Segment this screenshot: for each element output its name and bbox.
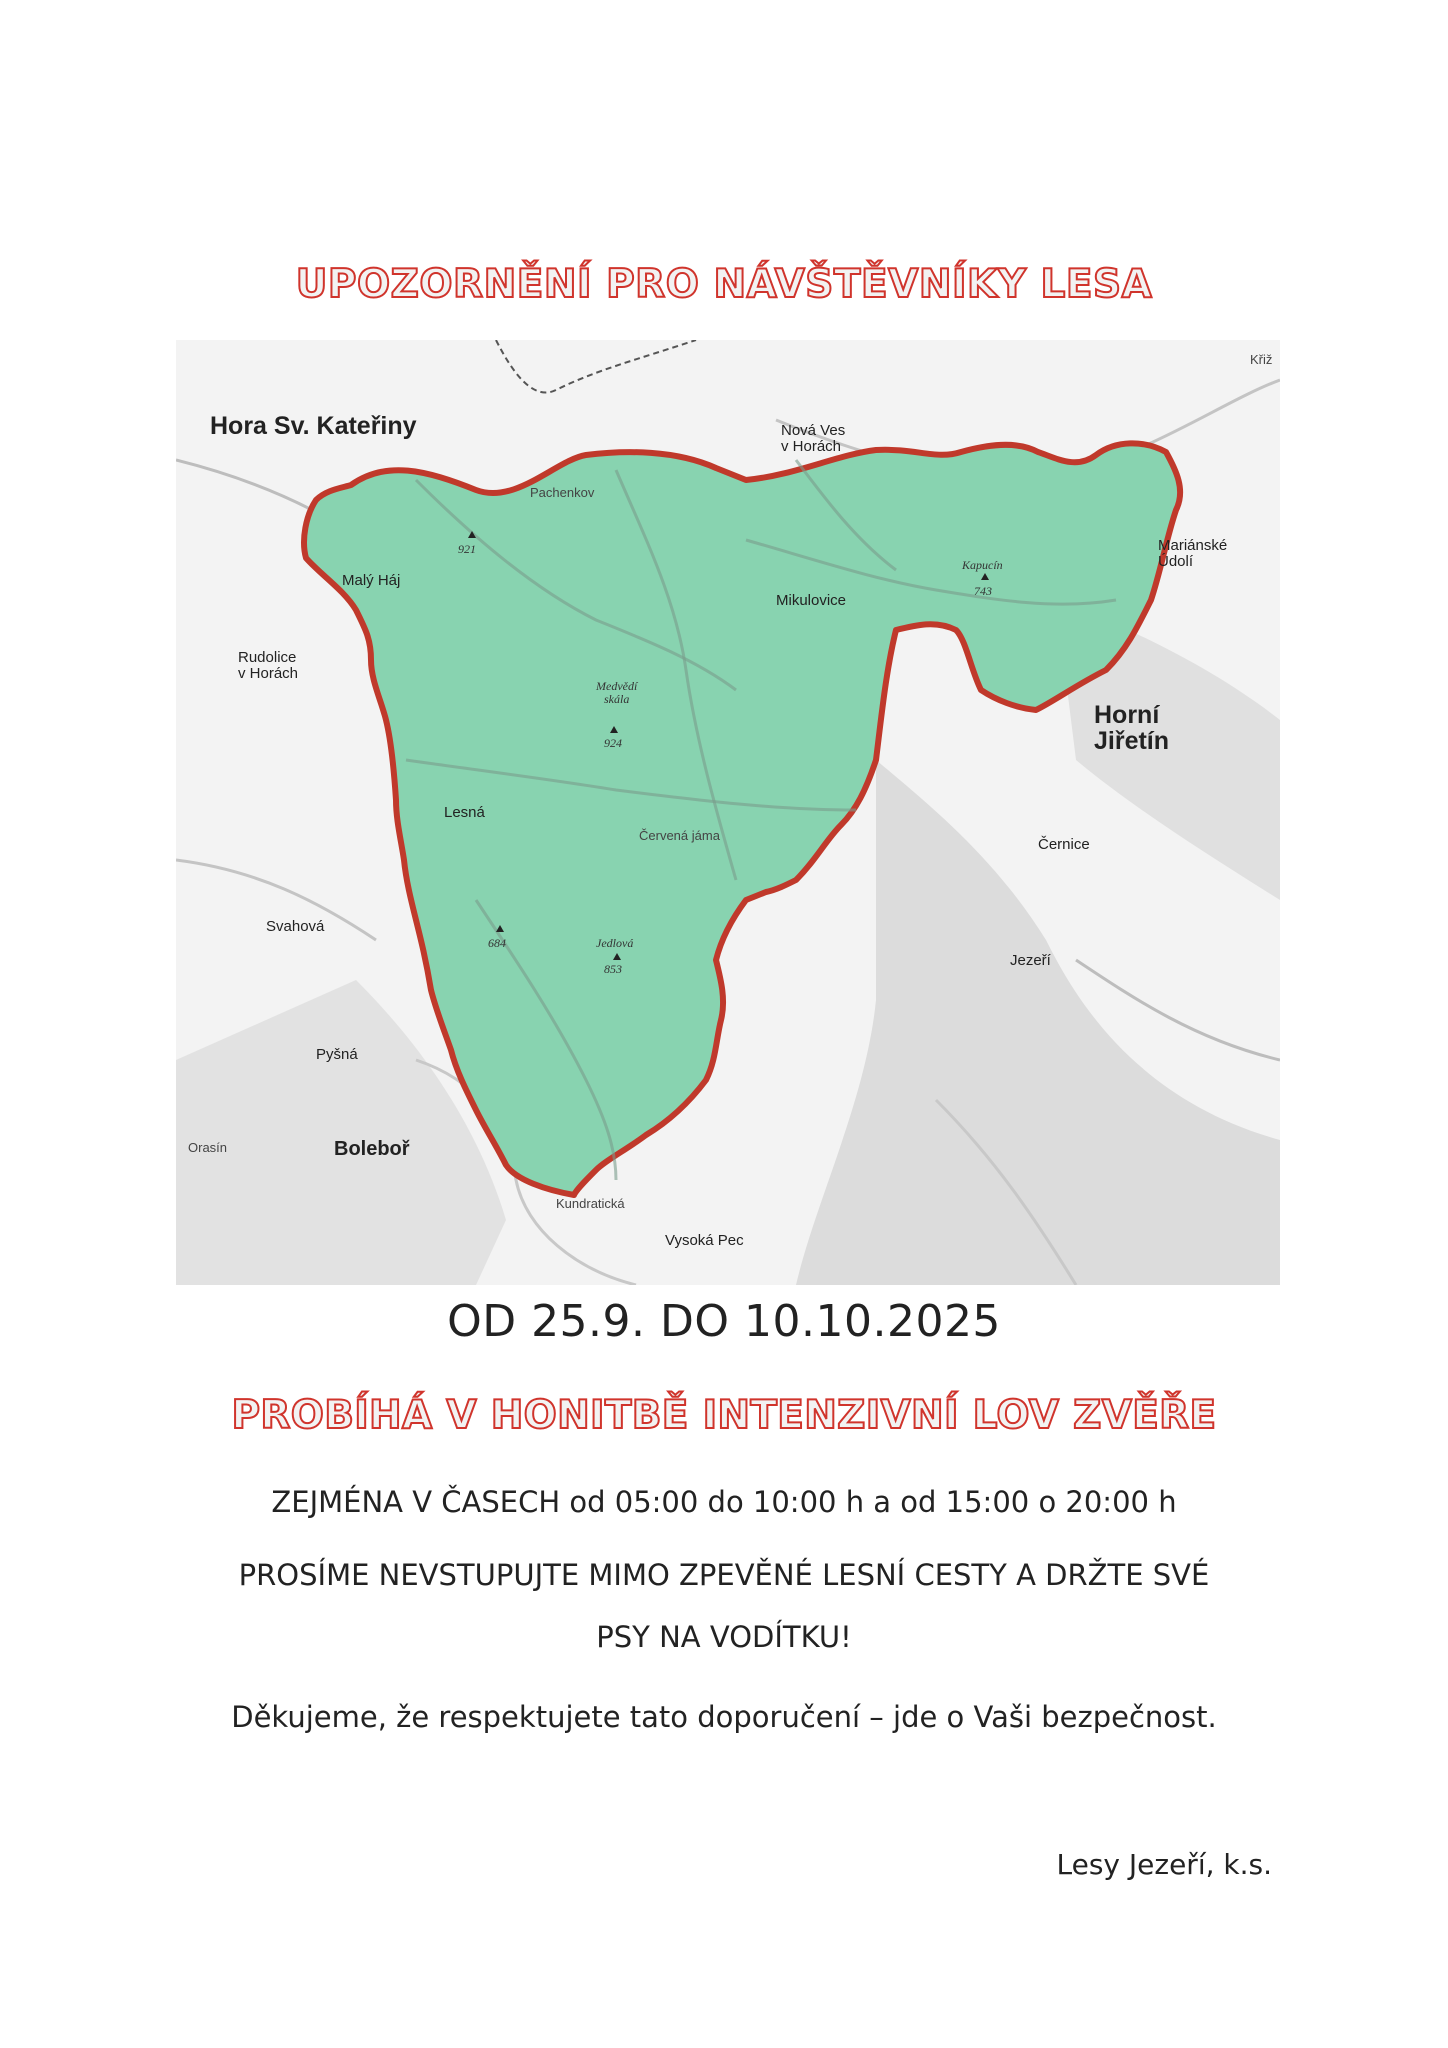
peak-kapucin-name: Kapucín [962, 558, 1003, 572]
map-label-orasin: Orasín [188, 1140, 228, 1155]
peak-kapucin-elevation: 743 [974, 584, 992, 598]
peak-jedlova-elevation: 853 [604, 962, 622, 976]
thanks-line: Děkujeme, že respektujete tato doporučení – jde o Vaši bezpečnost. [231, 1700, 1217, 1734]
times-line: ZEJMÉNA V ČASECH od 05:00 do 10:00 h a od 15:00 o 20:00 h [271, 1485, 1177, 1519]
peak-medvedi-skala-elevation: 924 [604, 736, 622, 750]
map-label-mikulovice: Mikulovice [776, 592, 847, 609]
request-line-1: PROSÍME NEVSTUPUJTE MIMO ZPEVĚNÉ LESNÍ CESTY A DRŽTE SVÉ [238, 1558, 1210, 1592]
map-label-kundraticka: Kundratická [556, 1196, 625, 1211]
map-label-kriz: Křiž [1250, 352, 1273, 367]
map-label-lesna: Lesná [444, 804, 485, 821]
hunting-subheading: PROBÍHÁ V HONITBĚ INTENZIVNÍ LOV ZVĚŘE [231, 1393, 1217, 1438]
peak-921-elevation: 921 [458, 542, 476, 556]
map-label-vysoka-pec: Vysoká Pec [665, 1232, 744, 1249]
peak-medvedi-skala-name: Medvědí skála [596, 679, 638, 706]
map-label-hora-sv-kateriny: Hora Sv. Kateřiny [210, 412, 417, 440]
map-label-bolebor: Boleboř [334, 1138, 410, 1160]
map-label-pysna: Pyšná [316, 1046, 358, 1063]
signature: Lesy Jezeří, k.s. [1056, 1848, 1272, 1881]
map-label-cernice: Černice [1038, 836, 1090, 853]
map-label-cervena-jama: Červená jáma [639, 828, 720, 843]
notice-heading: UPOZORNĚNÍ PRO NÁVŠTĚVNÍKY LESA [295, 262, 1153, 307]
peak-684-elevation: 684 [488, 936, 506, 950]
map-label-marianske-udoli: Mariánské Údolí [1158, 537, 1228, 570]
map-label-jezeri: Jezeří [1010, 952, 1051, 969]
peak-jedlova-name: Jedlová [596, 936, 634, 950]
map-label-rudolice: Rudolice v Horách [238, 649, 299, 682]
date-range: OD 25.9. DO 10.10.2025 [447, 1296, 1001, 1347]
map-label-svahova: Svahová [266, 918, 325, 935]
map-label-pachenkov: Pachenkov [530, 485, 595, 500]
map-label-nova-ves: Nová Ves v Horách [781, 422, 846, 455]
request-line-2: PSY NA VODÍTKU! [596, 1620, 852, 1654]
map-label-horni-jiretin: Horní Jiřetín [1094, 701, 1170, 756]
hunting-area-map [176, 340, 1280, 1285]
map-label-maly-haj: Malý Háj [342, 572, 401, 589]
